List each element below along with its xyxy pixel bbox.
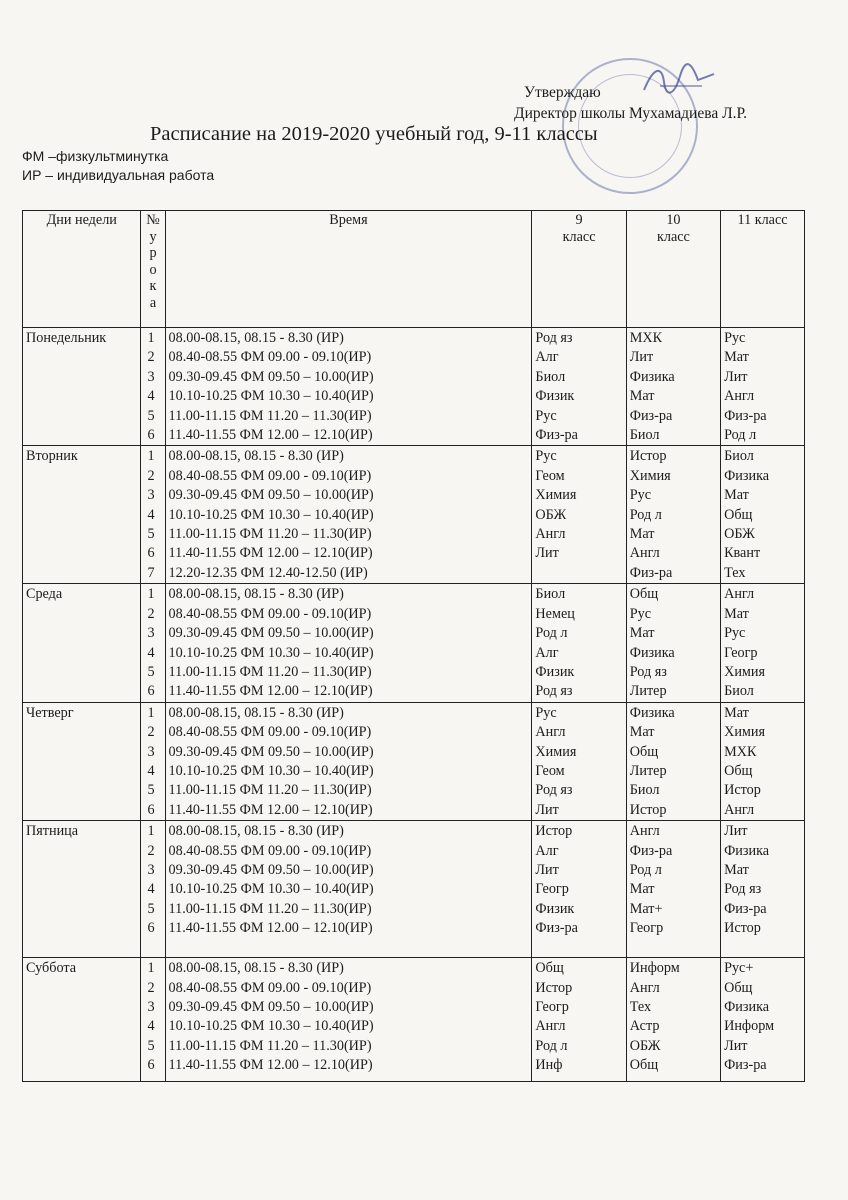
col-header-grade10 (626, 211, 720, 328)
lesson-number: 5 (147, 900, 155, 917)
grade11-subject: Мат (724, 704, 749, 721)
grade9-subject: Рус (535, 407, 557, 424)
lesson-time: 09.30-09.45 ФМ 09.50 – 10.00(ИР) (168, 743, 374, 760)
grade9-subject: Физ-ра (535, 427, 578, 444)
grade9-subject: Геом (535, 762, 565, 779)
director-line: Директор школы Мухамадиева Л.Р. (514, 105, 748, 122)
grade9-subject: Лит (535, 861, 559, 878)
day-row (23, 958, 805, 1082)
lesson-number: 6 (147, 920, 155, 937)
col-header-time: Время (165, 211, 532, 328)
lesson-number: 5 (147, 1037, 155, 1054)
lesson-number-cell (141, 958, 165, 1082)
lesson-number-cell (141, 584, 165, 702)
grade11-subject: Англ (724, 586, 755, 603)
grade9-subject: Истор (535, 979, 573, 996)
grade10-subject-cell (626, 958, 720, 1082)
lesson-time: 08.00-08.15, 08.15 - 8.30 (ИР) (168, 960, 344, 977)
lesson-number: 2 (147, 605, 155, 622)
lesson-number: 4 (147, 1018, 155, 1035)
grade9-subject: ОБЖ (535, 506, 567, 523)
grade11-subject-cell (721, 446, 805, 584)
lesson-time: 08.40-08.55 ФМ 09.00 - 09.10(ИР) (168, 467, 372, 484)
grade10-subject-cell (626, 584, 720, 702)
grade11-subject-cell (721, 958, 805, 1082)
lesson-number-cell (141, 821, 165, 958)
grade11-subject: Информ (724, 1018, 775, 1035)
grade9-subject-cell (532, 958, 626, 1082)
grade11-subject: Физ-ра (724, 1057, 767, 1074)
lesson-number: 1 (147, 586, 155, 603)
grade9-subject: Геом (535, 467, 565, 484)
grade11-subject: Биол (724, 448, 754, 465)
grade9-subject: Геогр (535, 881, 569, 898)
grade11-subject: Физика (724, 998, 770, 1015)
grade10-subject: МХК (629, 330, 663, 346)
grade10-subject: Истор (629, 448, 667, 465)
lesson-number: 1 (147, 330, 155, 346)
day-name: Понедельник (23, 328, 141, 446)
grade10-word: класс (656, 229, 690, 245)
grade9-subject: Алг (535, 644, 559, 661)
day-row (23, 821, 805, 958)
lesson-time: 10.10-10.25 ФМ 10.30 – 10.40(ИР) (168, 644, 374, 661)
grade9-subject: Род яз (535, 782, 573, 799)
page-title: Расписание на 2019-2020 учебный год, 9-11 классы (150, 123, 598, 145)
lesson-number: 6 (147, 545, 155, 562)
grade9-subject: Лит (535, 801, 559, 818)
approve-label: Утверждаю (524, 84, 601, 101)
lesson-time: 11.40-11.55 ФМ 12.00 – 12.10(ИР) (168, 427, 373, 444)
lesson-time: 11.00-11.15 ФМ 11.20 – 11.30(ИР) (168, 782, 372, 799)
lesson-time: 10.10-10.25 ФМ 10.30 – 10.40(ИР) (168, 881, 374, 898)
lesson-time: 08.40-08.55 ФМ 09.00 - 09.10(ИР) (168, 842, 372, 859)
grade10-subject: Мат (629, 388, 655, 405)
grade9-subject: Род яз (535, 683, 573, 700)
lesson-time: 08.00-08.15, 08.15 - 8.30 (ИР) (168, 448, 344, 465)
grade9-subject: Алг (535, 349, 559, 366)
lesson-time: 08.00-08.15, 08.15 - 8.30 (ИР) (168, 330, 344, 346)
lesson-number: 1 (147, 448, 155, 465)
grade11-subject: Мат (724, 861, 749, 878)
lesson-number: 6 (147, 1057, 155, 1074)
lesson-time: 10.10-10.25 ФМ 10.30 – 10.40(ИР) (168, 388, 374, 405)
lesson-number: 6 (147, 427, 155, 444)
grade11-subject: Мат (724, 487, 749, 504)
legend-fm: ФМ –физкультминутка (22, 148, 169, 164)
grade10-subject: Физика (629, 644, 675, 661)
grade11-subject: Англ (724, 388, 755, 405)
grade11-subject: Истор (724, 920, 761, 937)
grade9-subject: Алг (535, 842, 559, 859)
lesson-time: 08.00-08.15, 08.15 - 8.30 (ИР) (168, 586, 344, 603)
grade11-subject: Химия (724, 724, 766, 741)
day-row (23, 702, 805, 820)
grade10-subject: Физ-ра (629, 842, 673, 859)
grade10-subject: Род л (629, 861, 662, 878)
lesson-time: 09.30-09.45 ФМ 09.50 – 10.00(ИР) (168, 487, 374, 504)
grade9-subject: Инф (535, 1057, 563, 1074)
lesson-number: 3 (147, 625, 155, 642)
grade10-subject: Астр (629, 1018, 660, 1035)
lesson-number: 5 (147, 526, 155, 543)
legend (22, 147, 214, 185)
lesson-number: 3 (147, 998, 155, 1015)
lesson-number: 3 (147, 368, 155, 385)
grade10-subject: Мат (629, 625, 655, 642)
grade10-subject: Химия (629, 467, 671, 484)
grade10-subject: Литер (629, 762, 667, 779)
lesson-number: 4 (147, 881, 155, 898)
grade9-number: 9 (575, 212, 583, 228)
number-header-char: а (149, 294, 157, 311)
grade9-subject: Истор (535, 823, 573, 840)
grade10-subject: Мат (629, 881, 655, 898)
grade9-subject-cell (532, 821, 626, 958)
grade10-subject: Информ (629, 960, 680, 977)
day-row (23, 446, 805, 584)
grade9-subject: Физик (535, 388, 575, 405)
grade9-subject: Род яз (535, 330, 573, 346)
grade11-subject: Квант (724, 545, 761, 562)
day-row (23, 584, 805, 702)
grade9-subject: Англ (535, 724, 566, 741)
lesson-time: 09.30-09.45 ФМ 09.50 – 10.00(ИР) (168, 368, 374, 385)
lesson-time: 08.40-08.55 ФМ 09.00 - 09.10(ИР) (168, 724, 372, 741)
grade9-subject: Общ (535, 960, 564, 977)
lesson-time-cell (165, 328, 532, 446)
grade10-subject: Общ (629, 586, 659, 603)
grade9-subject: Биол (535, 368, 566, 385)
grade9-subject: Род л (535, 625, 568, 642)
grade9-subject: Лит (535, 545, 559, 562)
day-name: Среда (23, 584, 141, 702)
col-header-number (141, 211, 165, 328)
lesson-time-cell (165, 702, 532, 820)
lesson-number-cell (141, 328, 165, 446)
lesson-number: 1 (147, 704, 155, 721)
lesson-time: 11.40-11.55 ФМ 12.00 – 12.10(ИР) (168, 545, 373, 562)
lesson-number: 2 (147, 842, 155, 859)
number-header-char: у (149, 228, 157, 245)
lesson-time-cell (165, 446, 532, 584)
grade10-subject: Англ (629, 545, 660, 562)
number-header-char: № (146, 212, 160, 228)
grade11-subject-cell (721, 821, 805, 958)
grade10-number: 10 (666, 212, 681, 228)
lesson-number: 6 (147, 683, 155, 700)
lesson-number: 2 (147, 349, 155, 366)
day-name: Вторник (23, 446, 141, 584)
grade11-subject: Истор (724, 782, 761, 799)
schedule-table (22, 210, 805, 1082)
grade10-subject: Истор (629, 801, 667, 818)
grade11-subject: Род яз (724, 881, 762, 898)
grade11-subject: Химия (724, 663, 766, 680)
lesson-number: 3 (147, 861, 155, 878)
grade11-subject: Физика (724, 842, 770, 859)
grade10-subject: Род яз (629, 663, 667, 680)
grade10-subject: Англ (629, 823, 660, 840)
grade9-subject: Англ (535, 1018, 566, 1035)
grade10-subject: Биол (629, 782, 660, 799)
grade11-subject: Лит (724, 1037, 748, 1054)
lesson-time: 11.00-11.15 ФМ 11.20 – 11.30(ИР) (168, 663, 372, 680)
grade9-subject-cell (532, 584, 626, 702)
grade10-subject: Мат+ (629, 900, 663, 917)
grade11-subject: Геогр (724, 644, 758, 661)
grade11-subject: Рус (724, 330, 746, 346)
lesson-number: 5 (147, 407, 155, 424)
grade11-subject: ОБЖ (724, 526, 755, 543)
lesson-number-cell (141, 702, 165, 820)
header-row (23, 211, 805, 328)
grade9-word: класс (562, 229, 596, 245)
lesson-time: 09.30-09.45 ФМ 09.50 – 10.00(ИР) (168, 625, 374, 642)
lesson-time: 11.40-11.55 ФМ 12.00 – 12.10(ИР) (168, 1057, 373, 1074)
lesson-time: 08.00-08.15, 08.15 - 8.30 (ИР) (168, 704, 344, 721)
grade10-subject: Физика (629, 368, 675, 385)
grade10-subject: Физ-ра (629, 564, 673, 581)
lesson-time: 11.00-11.15 ФМ 11.20 – 11.30(ИР) (168, 526, 372, 543)
grade10-subject: Общ (629, 1057, 659, 1074)
lesson-number: 4 (147, 644, 155, 661)
lesson-time-cell (165, 958, 532, 1082)
grade9-subject: Физик (535, 663, 575, 680)
number-header-char: р (149, 245, 157, 262)
lesson-number: 7 (147, 564, 155, 581)
col-header-grade11: 11 класс (721, 211, 805, 328)
grade10-subject: Мат (629, 724, 655, 741)
number-header-char: к (149, 278, 157, 295)
grade10-subject: Рус (629, 605, 652, 622)
approval-block (514, 82, 747, 124)
grade10-subject: Род л (629, 506, 662, 523)
grade11-subject: Лит (724, 823, 748, 840)
day-name: Суббота (23, 958, 141, 1082)
lesson-number-cell (141, 446, 165, 584)
grade9-subject-cell (532, 446, 626, 584)
grade11-subject: Англ (724, 801, 755, 818)
grade11-subject: Рус (724, 625, 746, 642)
grade11-subject: Физика (724, 467, 770, 484)
grade9-subject: Биол (535, 586, 566, 603)
grade11-subject-cell (721, 702, 805, 820)
lesson-number: 3 (147, 743, 155, 760)
lesson-number: 5 (147, 782, 155, 799)
grade10-subject: Рус (629, 487, 652, 504)
grade9-subject: Химия (535, 743, 577, 760)
grade9-subject: Физик (535, 900, 575, 917)
grade9-subject: Англ (535, 526, 566, 543)
grade9-subject: Геогр (535, 998, 569, 1015)
lesson-number: 5 (147, 663, 155, 680)
grade11-subject: Общ (724, 506, 753, 523)
lesson-number: 6 (147, 801, 155, 818)
grade10-subject: Мат (629, 526, 655, 543)
lesson-number: 4 (147, 506, 155, 523)
grade10-subject-cell (626, 821, 720, 958)
legend-ir: ИР – индивидуальная работа (22, 167, 215, 183)
lesson-number: 4 (147, 388, 155, 405)
grade11-subject: Общ (724, 762, 753, 779)
grade10-subject: Физика (629, 704, 675, 721)
grade10-subject-cell (626, 702, 720, 820)
grade11-subject: Общ (724, 979, 753, 996)
grade10-subject: Геогр (629, 920, 664, 937)
grade10-subject: Лит (629, 349, 654, 366)
lesson-number: 2 (147, 979, 155, 996)
grade9-subject: Физ-ра (535, 920, 578, 937)
grade9-subject-cell (532, 328, 626, 446)
grade9-subject: Рус (535, 448, 557, 465)
grade11-subject: Род л (724, 427, 757, 444)
grade10-subject: Тех (629, 998, 652, 1015)
lesson-time: 11.40-11.55 ФМ 12.00 – 12.10(ИР) (168, 801, 373, 818)
lesson-time: 08.40-08.55 ФМ 09.00 - 09.10(ИР) (168, 605, 372, 622)
grade10-subject: Биол (629, 427, 660, 444)
grade11-subject: Мат (724, 605, 749, 622)
lesson-number: 4 (147, 762, 155, 779)
grade11-subject-cell (721, 584, 805, 702)
lesson-time-cell (165, 584, 532, 702)
grade11-subject-cell (721, 328, 805, 446)
lesson-time: 08.40-08.55 ФМ 09.00 - 09.10(ИР) (168, 349, 372, 366)
day-row (23, 328, 805, 446)
col-header-day: Дни недели (23, 211, 141, 328)
grade11-subject: Рус+ (724, 960, 754, 977)
grade11-subject: Мат (724, 349, 749, 366)
lesson-time: 11.40-11.55 ФМ 12.00 – 12.10(ИР) (168, 920, 373, 937)
lesson-number: 2 (147, 467, 155, 484)
day-name: Пятница (23, 821, 141, 958)
lesson-time: 09.30-09.45 ФМ 09.50 – 10.00(ИР) (168, 998, 374, 1015)
day-name: Четверг (23, 702, 141, 820)
lesson-time: 10.10-10.25 ФМ 10.30 – 10.40(ИР) (168, 506, 374, 523)
lesson-time-cell (165, 821, 532, 958)
grade9-subject: Рус (535, 704, 557, 721)
grade10-subject: Физ-ра (629, 407, 673, 424)
lesson-number: 1 (147, 960, 155, 977)
lesson-time: 11.00-11.15 ФМ 11.20 – 11.30(ИР) (168, 407, 372, 424)
grade11-subject: Физ-ра (724, 900, 767, 917)
lesson-time: 12.20-12.35 ФМ 12.40-12.50 (ИР) (168, 564, 368, 581)
lesson-time: 10.10-10.25 ФМ 10.30 – 10.40(ИР) (168, 1018, 374, 1035)
lesson-time: 11.40-11.55 ФМ 12.00 – 12.10(ИР) (168, 683, 373, 700)
grade9-subject-cell (532, 702, 626, 820)
grade11-subject: МХК (724, 743, 757, 760)
grade10-subject-cell (626, 328, 720, 446)
lesson-time: 11.00-11.15 ФМ 11.20 – 11.30(ИР) (168, 900, 372, 917)
grade10-subject: Общ (629, 743, 659, 760)
grade11-subject: Физ-ра (724, 407, 767, 424)
col-header-grade9 (532, 211, 626, 328)
lesson-number: 1 (147, 823, 155, 840)
number-header-char: о (149, 261, 157, 278)
grade9-subject: Немец (535, 605, 575, 622)
lesson-time: 08.00-08.15, 08.15 - 8.30 (ИР) (168, 823, 344, 840)
lesson-time: 09.30-09.45 ФМ 09.50 – 10.00(ИР) (168, 861, 374, 878)
lesson-time: 10.10-10.25 ФМ 10.30 – 10.40(ИР) (168, 762, 374, 779)
grade10-subject: ОБЖ (629, 1037, 661, 1054)
grade11-subject: Лит (724, 368, 748, 385)
lesson-time: 11.00-11.15 ФМ 11.20 – 11.30(ИР) (168, 1037, 372, 1054)
grade11-subject: Биол (724, 683, 754, 700)
grade10-subject: Англ (629, 979, 660, 996)
lesson-number: 3 (147, 487, 155, 504)
grade10-subject: Литер (629, 683, 667, 700)
lesson-time: 08.40-08.55 ФМ 09.00 - 09.10(ИР) (168, 979, 372, 996)
lesson-number: 2 (147, 724, 155, 741)
grade10-subject-cell (626, 446, 720, 584)
grade11-subject: Тех (724, 564, 746, 581)
grade9-subject: Химия (535, 487, 577, 504)
grade9-subject: Род л (535, 1037, 568, 1054)
